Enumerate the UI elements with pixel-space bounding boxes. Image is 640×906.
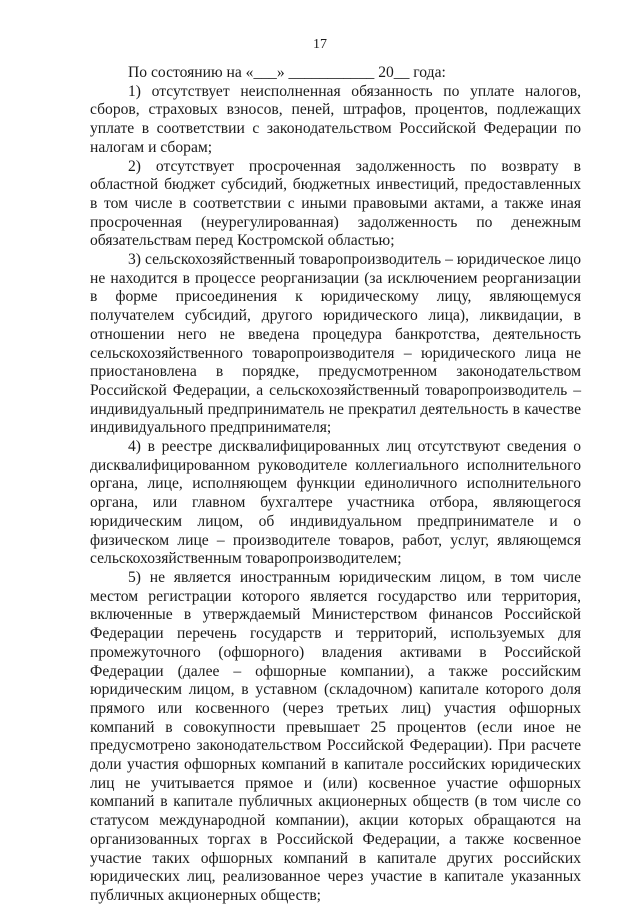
- page-number: 17: [313, 37, 327, 52]
- list-item: 3) сельскохозяйственный товаропроизводитель – юридическое лицо не находится в процессе реорганизации (за исключением реорганизации в форме присоединения к юридическому лицу, являющемуся получателем субсидий, другого юридического лица), ликвидации, в отношении него не введена процедура банкротства, деятельность сельскохозяйственного товаропроизводителя – юридического лица не приостановлена в порядке, предусмотренном законодательством Российской Федерации, а сельскохозяйственный товаропроизводитель – индивидуальный предприниматель не прекратил деятельность в качестве индивидуального предпринимателя;: [90, 251, 581, 437]
- list-item: 4) в реестре дисквалифицированных лиц отсутствуют сведения о дисквалифицированном руководителе коллегиального исполнительного органа, лице, исполняющем функции единоличного исполнительного органа, или главном бухгалтере участника отбора, являющегося юридическим лицом, об индивидуальном предпринимателе и о физическом лице – производителе товаров, работ, услуг, являющемся сельскохозяйственным товаропроизводителем;: [90, 438, 581, 568]
- list-item: 1) отсутствует неисполненная обязанность по уплате налогов, сборов, страховых взносов, пеней, штрафов, процентов, подлежащих уплате в соответствии с законодательством Российской Федерации по налогам и сборам;: [90, 82, 581, 156]
- list-item: 2) отсутствует просроченная задолженность по возврату в областной бюджет субсидий, бюджетных инвестиций, предоставленных в том числе в соответствии с иными правовыми актами, а также иная просроченная (неурегулированная) задолженность по денежным обязательствам перед Костромской областью;: [90, 157, 581, 250]
- list-item: 5) не является иностранным юридическим лицом, в том числе местом регистрации которого является государство или территория, включенные в утверждаемый Министерством финансов Российской Федерации перечень государств и территорий, используемых для промежуточного (офшорного) владения активами в Российской Федерации (далее – офшорные компании), а также российским юридическим лицом, в уставном (складочном) капитале которого доля прямого или косвенного (через третьих лиц) участия офшорных компаний в совокупности превышает 25 процентов (если иное не предусмотрено законодательством Российской Федерации). При расчете доли участия офшорных компаний в капитале российских юридических лиц не учитывается прямое и (или) косвенное участие офшорных компаний в капитале публичных акционерных обществ (в том числе со статусом международной компании), акции которых обращаются на организованных торгах в Российской Федерации, а также косвенное участие таких офшорных компаний в капитале других российских юридических лиц, реализованное через участие в капитале указанных публичных акционерных обществ;: [90, 568, 581, 904]
- document-body: [90, 64, 581, 906]
- dateline: По состоянию на «___» ___________ 20__ года:: [128, 64, 446, 81]
